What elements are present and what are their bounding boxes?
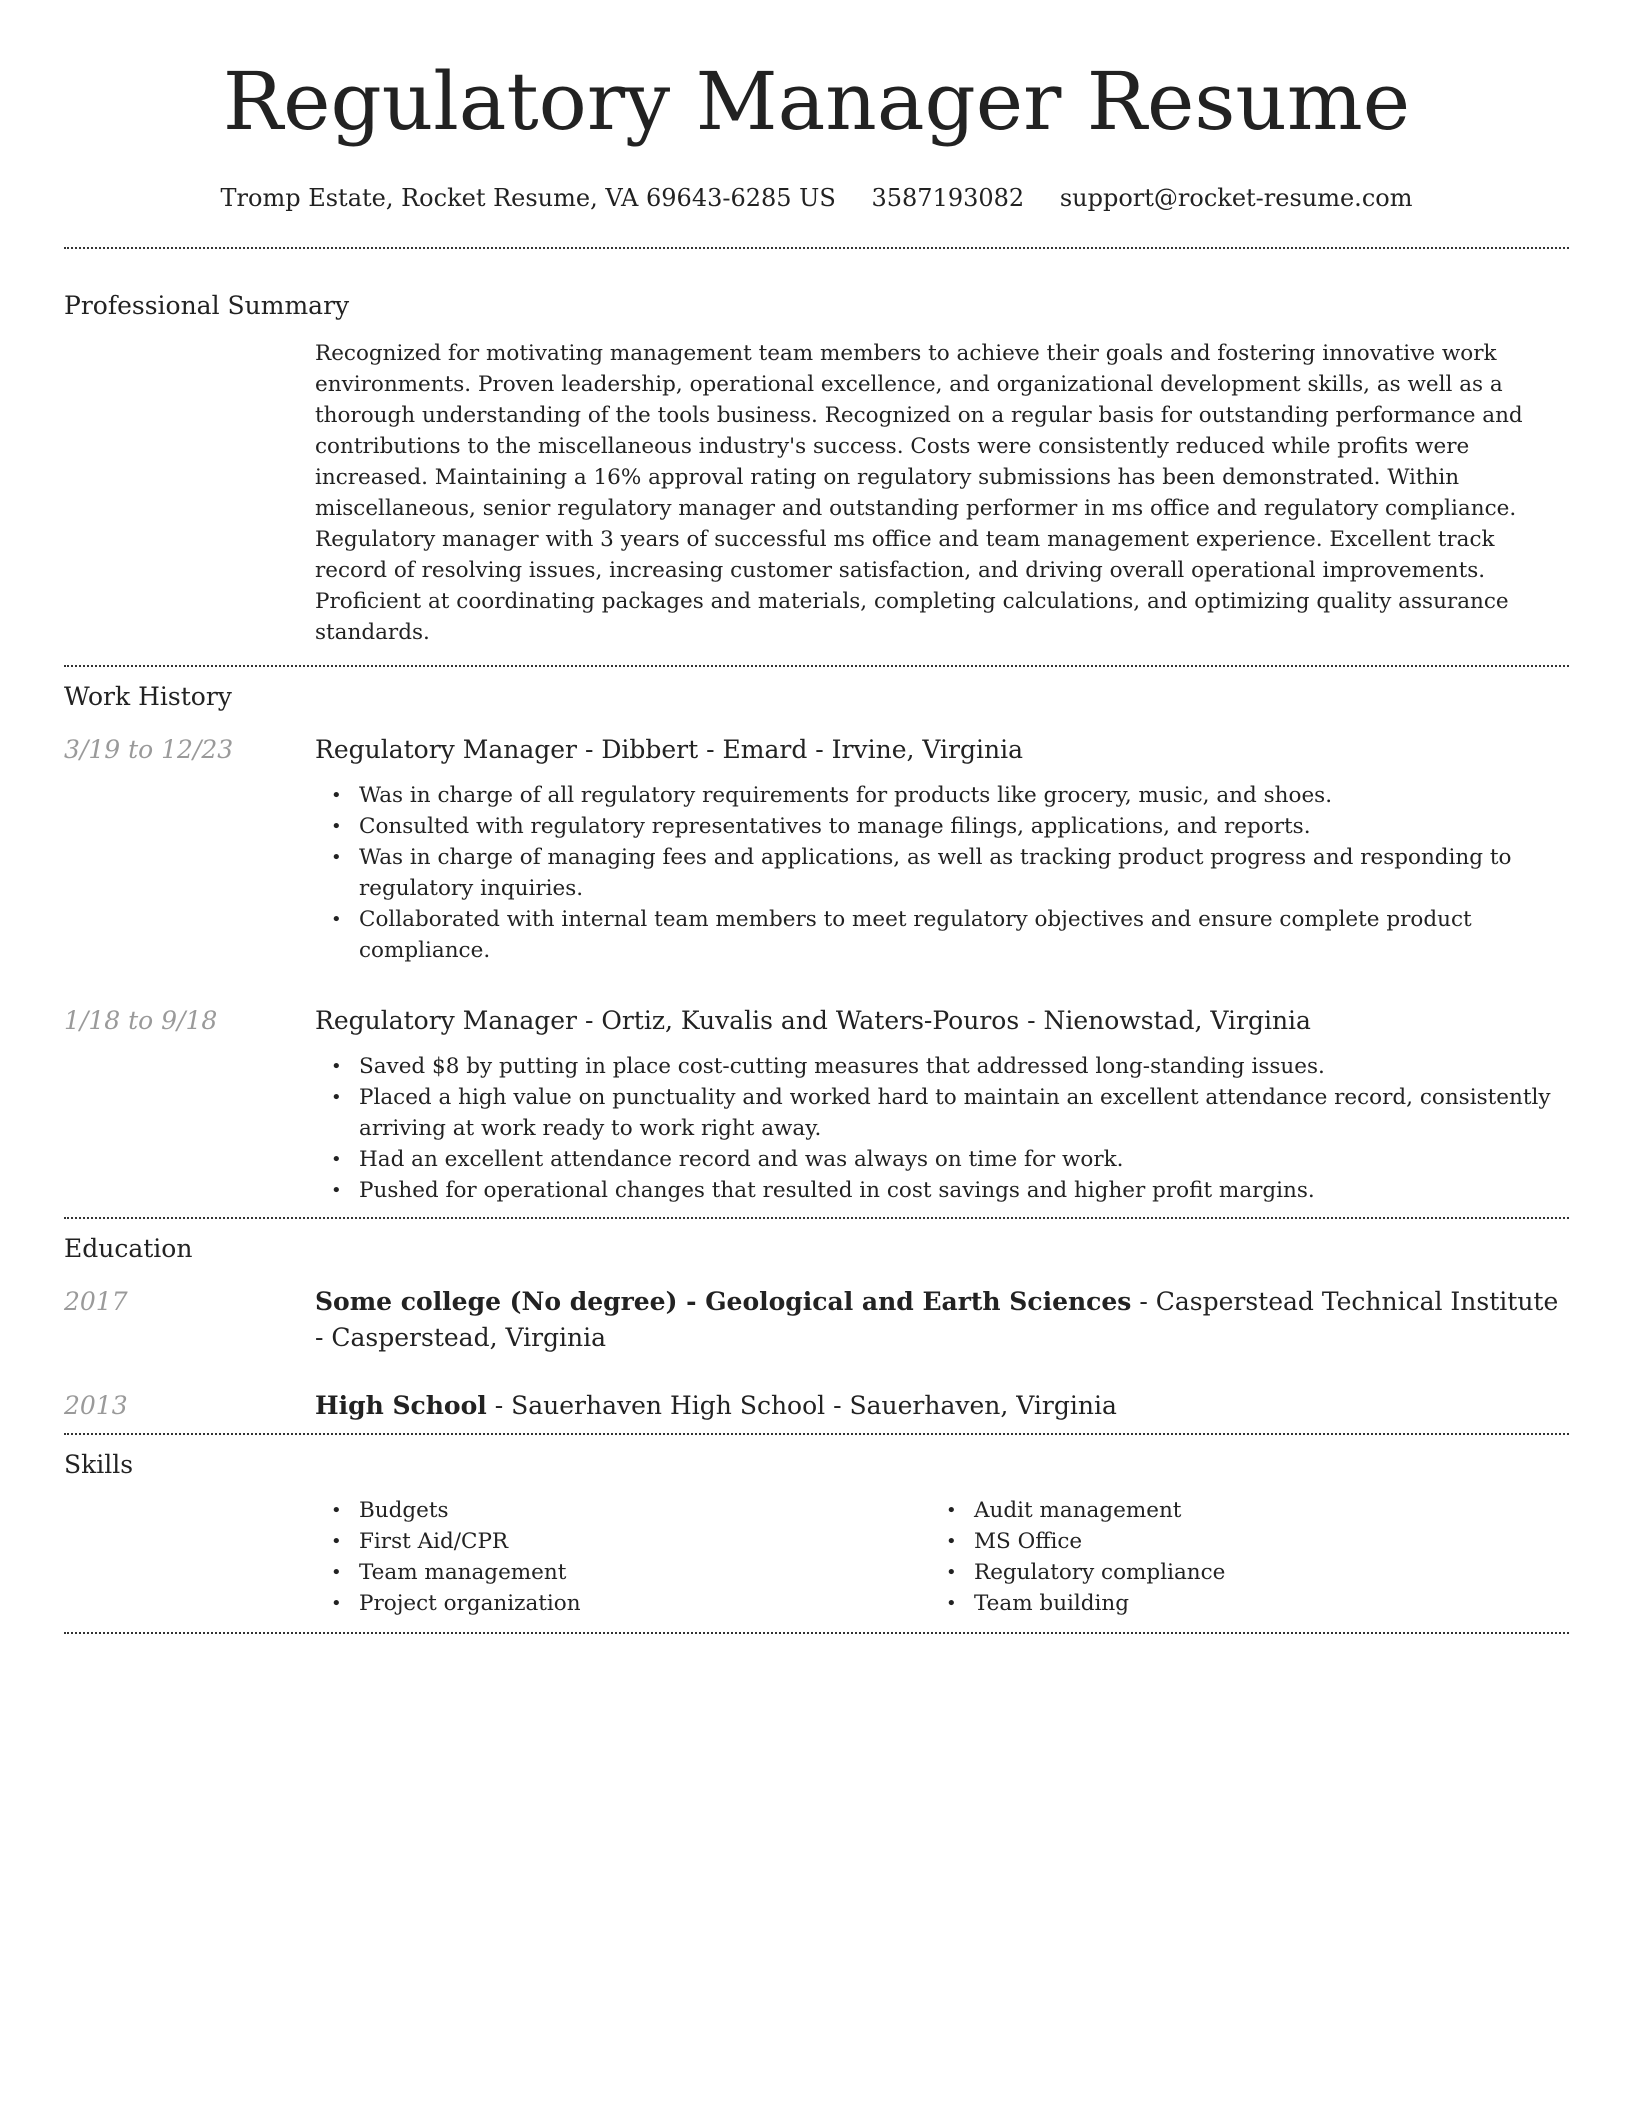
skills-column-left <box>315 1495 930 1619</box>
education-year: 2013 <box>64 1391 128 1420</box>
list-item: • Saved $8 by putting in place cost-cutting measures that addressed long-standing issues. <box>315 1051 1569 1082</box>
contact-line <box>64 182 1569 214</box>
education-year: 2017 <box>64 1287 128 1316</box>
skill-item: • Budgets <box>315 1495 930 1526</box>
skill-item: • Audit management <box>930 1495 1545 1526</box>
list-item: • Consulted with regulatory representatives to manage filings, applications, and reports. <box>315 811 1569 842</box>
skill-item: • Regulatory compliance <box>930 1557 1545 1588</box>
education-school: - Casperstead Technical Institute - Casperstead, Virginia <box>315 1287 1559 1352</box>
contact-address: Tromp Estate, Rocket Resume, VA 69643-6285 US <box>220 184 836 212</box>
education-degree: High School <box>315 1391 487 1420</box>
job-title: Regulatory Manager - Ortiz, Kuvalis and Waters-Pouros - Nienowstad, Virginia <box>315 1006 1311 1035</box>
section-divider <box>64 665 1569 667</box>
job-entry <box>64 1003 1569 1206</box>
list-item: • Was in charge of all regulatory requirements for products like grocery, music, and shoes. <box>315 780 1569 811</box>
section-divider <box>64 1632 1569 1634</box>
list-item: • Pushed for operational changes that resulted in cost savings and higher profit margins. <box>315 1175 1569 1206</box>
list-item: • Was in charge of managing fees and applications, as well as tracking product progress and responding to regulatory inquiries. <box>315 842 1569 904</box>
contact-email: support@rocket-resume.com <box>1059 184 1413 212</box>
skill-item: • First Aid/CPR <box>315 1526 930 1557</box>
education-heading: Education <box>64 1234 193 1263</box>
skill-item: • Team building <box>930 1588 1545 1619</box>
skills-list <box>315 1495 1569 1619</box>
job-bullets <box>315 1051 1569 1206</box>
skills-heading: Skills <box>64 1450 134 1479</box>
education-entry <box>64 1388 1569 1424</box>
list-item: • Collaborated with internal team members to meet regulatory objectives and ensure complete product compliance. <box>315 904 1569 966</box>
summary-text: Recognized for motivating management team members to achieve their goals and fostering innovative work environments. Proven leadership, operational excellence, and organizational development skills, as well as a thorough understanding of the tools business. Recognized on a regular basis for outstanding performance and contributions to the miscellaneous industry's success. Costs were consistently reduced while profits were increased. Maintaining a 16% approval rating on regulatory submissions has been demonstrated. Within miscellaneous, senior regulatory manager and outstanding performer in ms office and regulatory compliance. Regulatory manager with 3 years of successful ms office and team management experience. Excellent track record of resolving issues, increasing customer satisfaction, and driving overall operational improvements. Proficient at coordinating packages and materials, completing calculations, and optimizing quality assurance standards. <box>315 341 1523 645</box>
job-entry <box>64 732 1569 966</box>
work-history-heading: Work History <box>64 682 232 711</box>
summary-heading: Professional Summary <box>64 291 350 320</box>
job-dates: 1/18 to 9/18 <box>64 1006 218 1035</box>
skills-column-right <box>930 1495 1545 1619</box>
skill-item: • Project organization <box>315 1588 930 1619</box>
education-degree: Some college (No degree) - Geological and Earth Sciences <box>315 1287 1132 1316</box>
list-item: • Had an excellent attendance record and was always on time for work. <box>315 1144 1569 1175</box>
job-title: Regulatory Manager - Dibbert - Emard - Irvine, Virginia <box>315 735 1023 764</box>
section-divider <box>64 247 1569 249</box>
resume-title: Regulatory Manager Resume <box>222 55 1411 148</box>
resume-page <box>64 0 1569 1634</box>
list-item: • Placed a high value on punctuality and worked hard to maintain an excellent attendance record, consistently arriving at work ready to work right away. <box>315 1082 1569 1144</box>
education-title <box>315 1284 1569 1356</box>
job-dates: 3/19 to 12/23 <box>64 735 234 764</box>
section-divider <box>64 1217 1569 1219</box>
job-bullets <box>315 780 1569 966</box>
contact-phone: 3587193082 <box>871 184 1025 212</box>
skill-item: • Team management <box>315 1557 930 1588</box>
skill-item: • MS Office <box>930 1526 1545 1557</box>
section-divider <box>64 1433 1569 1435</box>
education-entry <box>64 1284 1569 1356</box>
education-school: - Sauerhaven High School - Sauerhaven, Virginia <box>486 1391 1117 1420</box>
education-title <box>315 1388 1569 1424</box>
